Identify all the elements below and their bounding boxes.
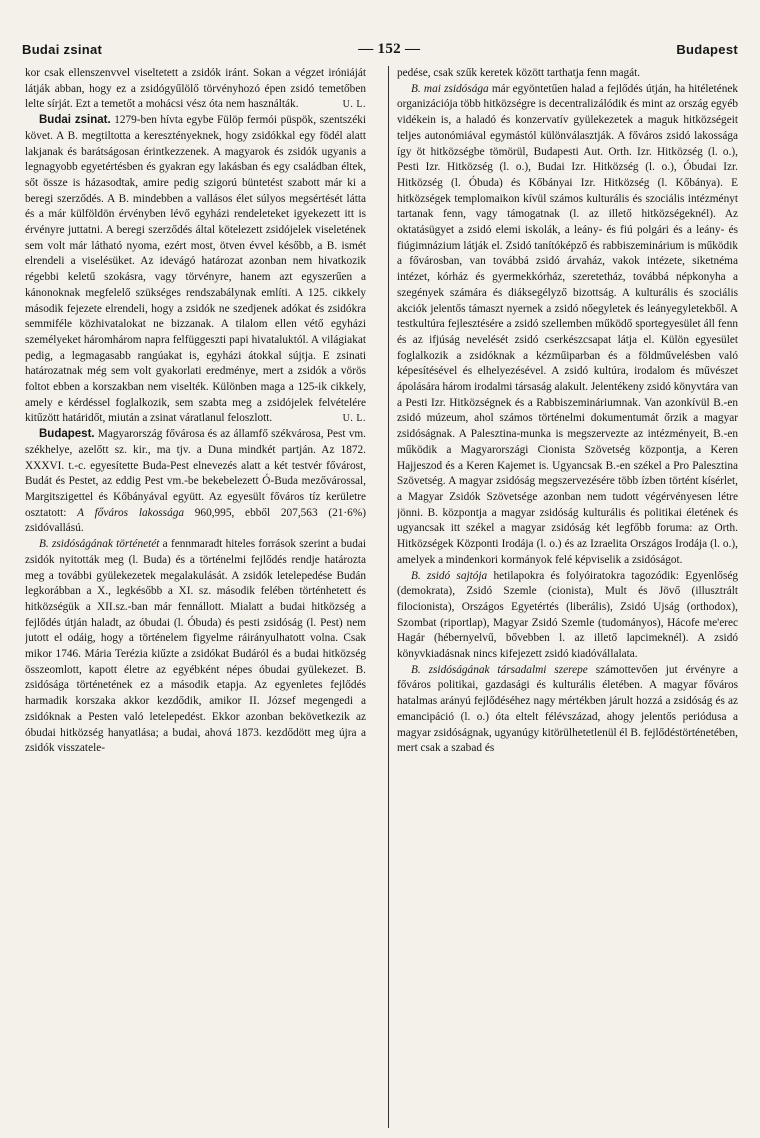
author-signature: U. L. [342, 99, 366, 111]
paragraph: B. zsidóságának történetét a fennmaradt hiteles források szerint a budai zsidók nyitották meg (l. Buda) és a történelmi fejlődés rendje határozta meg a további gyülekezetek megalakulását. A zsidók letelepedése Budán legkorábban a X., legkésőbb a XI. sz. második felében történhetett és hitközségük a XII.sz.-ban már fennállott. Mialatt a budai hitközség a fejlődés útján haladt, az óbudai (l. Óbuda) és pesti zsidóság (l. Pest) nem jutott el odáig, hogy a történelem figyelme ráirányulhatott volna. Csak mikor 1746. Mária Terézia kiűzte a zsidókat Budáról és a budai hitközség összeomlott, kapott életre az egyébként népes óbudai gyülekezet. B. zsidósága történetének ez a második etapja. Az egyenletes fejlődés harmadik korszaka akkor kezdődik, amikor II. József megengedi a zsidóknak a Pesten való letelepedést. Ekkor azonban bekövetkezik az óbudai hitközség hanyatlása; a budai, ahová 1873. kezdődött meg újra a zsidók visszatele- [25, 538, 366, 755]
paragraph: kor csak ellenszenvvel viseltetett a zsidók iránt. Sokan a végzet iróniáját látják abban, hogy ez a zsidógyűlölő törvényhozó épen zsidó temetőben lelte sírját. Ezt a temetőt a mohácsi vész óta nem használták. U. L. [25, 66, 366, 113]
running-header [22, 38, 738, 60]
paragraph: pedése, csak szűk keretek között tarthatja fenn magát. [397, 67, 641, 79]
entry-headword: Budapest. [39, 428, 95, 441]
right-column [397, 66, 738, 1130]
paragraph: B. zsidóságának társadalmi szerepe számottevően jut érvényre a főváros politikai, gazdasági és kulturális életében. A magyar főváros hatalmas arányú fejlődéséhez nagy mértékben járult hozzá a zsidóság és az emancipáció (l. o.) óta eltelt félévszázad, ahogy jelentős periódusa a magyar zsidóságnak, ugyanúgy kitörülhetetlenül él B. fejlődéstörténetében, mert csak a szabad és [397, 663, 738, 755]
paragraph: B. zsidó sajtója hetilapokra és folyóiratokra tagozódik: Egyenlőség (demokrata), Zsidó Szemle (cionista), Mult és Jövő (illusztrált filocionista), Országos Egyetértés (liberális), Zsidó Ujság (orthodox), Szombat (riportlap), Magyar Zsidó Szemle (tudományos), Hácofe me'erec Hagár (hébernyelvű, bővebben l. az illető lapcimeknél). A zsidó könyvkiadásnak nincs kifejezett zsidó kiadóvállalata. [397, 569, 738, 661]
entry-budai-zsinat: Budai zsinat. 1279-ben hívta egybe Fülöp fermói püspök, szentszéki követ. A B. megtiltotta a keresztényeknek, hogy zsidókkal egy födél alatt lakjanak és barátságosan érintkezzenek. A magyarok és zsidók ugyanis a legnagyobb egyetértésben és gyakran egy lakásban és egy családban éltek, sőt össze is házasodtak, amire pedig szigorú büntetést szabott már ki a beregi szerződés. A B. mindebben a vallásos élet súlyos megsértését látta és a már külföldön érvényben lévő egyházi rendeleteket igyekezett itt is érvényre juttatni. A beregi szerződés által kötelezett zsidójelek viseletének sem volt már látható nyoma, ezért most, ötven évvel később, a B. ismét elrendeli a viselésüket. Az idevágó határozat azonban nem hivatkozik régebbi keletű szokásra, vagy törvényre, hanem azt egyszerűen a kánonoknak megfelelő szükséges rendszabálynak említi. A 125. cikkely második fejezete elrendeli, hogy a zsidók ne szedjenek adókat és zsidókra semmiféle közhivatalokat ne bizzanak. A tilalom ellen vétő egyházi személyeket háromhárom napra felfüggeszti papi hivataluktól. A világiakat pedig, a legmagasabb rangúakat is, egyházi átokkal sújtja. E zsinati határozatnak még sem volt gyakorlati eredménye, mert a zsidók a vörös foltot ebben a korszakban nem viselték. Különben maga a 125-ik cikkely, amely e kérdéssel foglalkozik, sem szabta meg a zsidójelek felvételére kitűzött határidőt, miután a zsinat váratlanul feloszlott. U. L. [25, 113, 366, 427]
author-signature: U. L. [342, 413, 366, 425]
header-left-title: Budai zsinat [22, 41, 103, 57]
header-right-title: Budapest [676, 41, 738, 57]
left-column [25, 66, 366, 1130]
column-divider [388, 66, 389, 1128]
page-number: — 152 — [358, 40, 421, 57]
entry-budapest: Budapest. Magyarország fővárosa és az államfő székvárosa, Pest vm. székhelye, azelőtt sz. kir., ma tjv. a Duna mindkét partján. Az 1872. XXXVI. t.-c. egyesítette Buda-Pest elnevezés alatt a két testvér fővárost, Budát és Pestet, az eddig Pest vm.-be bekebelezett Ó-Buda mezővárossal, Margitszigettel és Kőbányával együtt. Az egyesült főváros tíz kerületre osztatott: A főváros lakossága 960,995, ebből 207,563 (21·6%) zsidóvallású. [25, 428, 366, 535]
entry-headword: Budai zsinat. [39, 114, 111, 127]
paragraph: B. mai zsidósága már egyöntetűen halad a fejlődés útján, ha hitéletének organizációja több hitközségre is decentralizálódik és mint az ország egyéb vidékein is, a haladó és konzervatív gyülekezetek a maguk hitközségeit teljes autonómiával egymástól különválasztják. A főváros zsidó lakossága így öt hitközségbe tömörül, Budapesti Aut. Orth. Izr. Hitközség (l. o.), Pesti Izr. Hitközség (l. o.), Budai Izr. Hitközség (l. o.), Óbudai Izr. Hitközség (l. Óbuda) és Kőbányai Izr. Hitközség (l. Kőbánya). E hitközségek templomaikon kívül számos kulturális és szociális intézményt tartanak fenn, vagy támogatnak (l. az illető hitközségeknél). Az oktatásügyet a zsidó elemi iskolák, a leány- és fiú polgári és a leány- és fiúgimnázium látják el. Zsidó tanítóképző és rabbiszeminárium is működik a fővárosban, van továbbá zsidó árvaház, vakok intézete, siketnéma intézet, kórház és gyermekkórház, szeretetház, továbbá népkonyha a szegények számára és diáksegélyző bizottság. A kulturális és szociális akciók jelentős támaszt nyernek a zsidó nőegyletek és leányegyletekből. A testkultúra fejlesztésére a zsidó szellemben működő sportegyesület áll fenn és az ifjúság nevelését zsidó cserkészcsapat látja el. Külön egyesület foglalkozik a zsidóknak a kézműiparban és a földművelésben való képesítésével és elhelyezésével. A zsidó kultúra, irodalom és művészet ápolására három irodalmi társaság alakult. Jelentékeny zsidó könyvtára van a Pesti Izr. Hitközségnek és a Rabbiszemináriumnak. Van azonkívül B.-en zsidó múzeum, ahol számos történelmi dokumentumát őrzik a magyar zsidóságnak. A Palesztina-munka is megszervezte az intézményeit, B.-en működik a Magyarországi Cionista Szövetség központja, a Keren Hajjeszod és a Keren Kajemet is. Ugyancsak B.-en székel a Pro Palesztina Szövetség. A magyar zsidóság megszervezésére több ízben történt kísérlet, a Magyar Zsidók Szövetsége azonban nem tudott végérvényesen létre jönni. B. központja a magyar zsidóság kulturális és politikai életének és ugyancsak itt székel a magyar zsidóság két legfőbb foruma: az Orth. Hitközségek Központi Irodája (l. o.) és az Izraelita Országos Irodája (l. o.), amelyek a mindenkori kormányok felé képviselik a zsidóságot. [397, 82, 738, 566]
